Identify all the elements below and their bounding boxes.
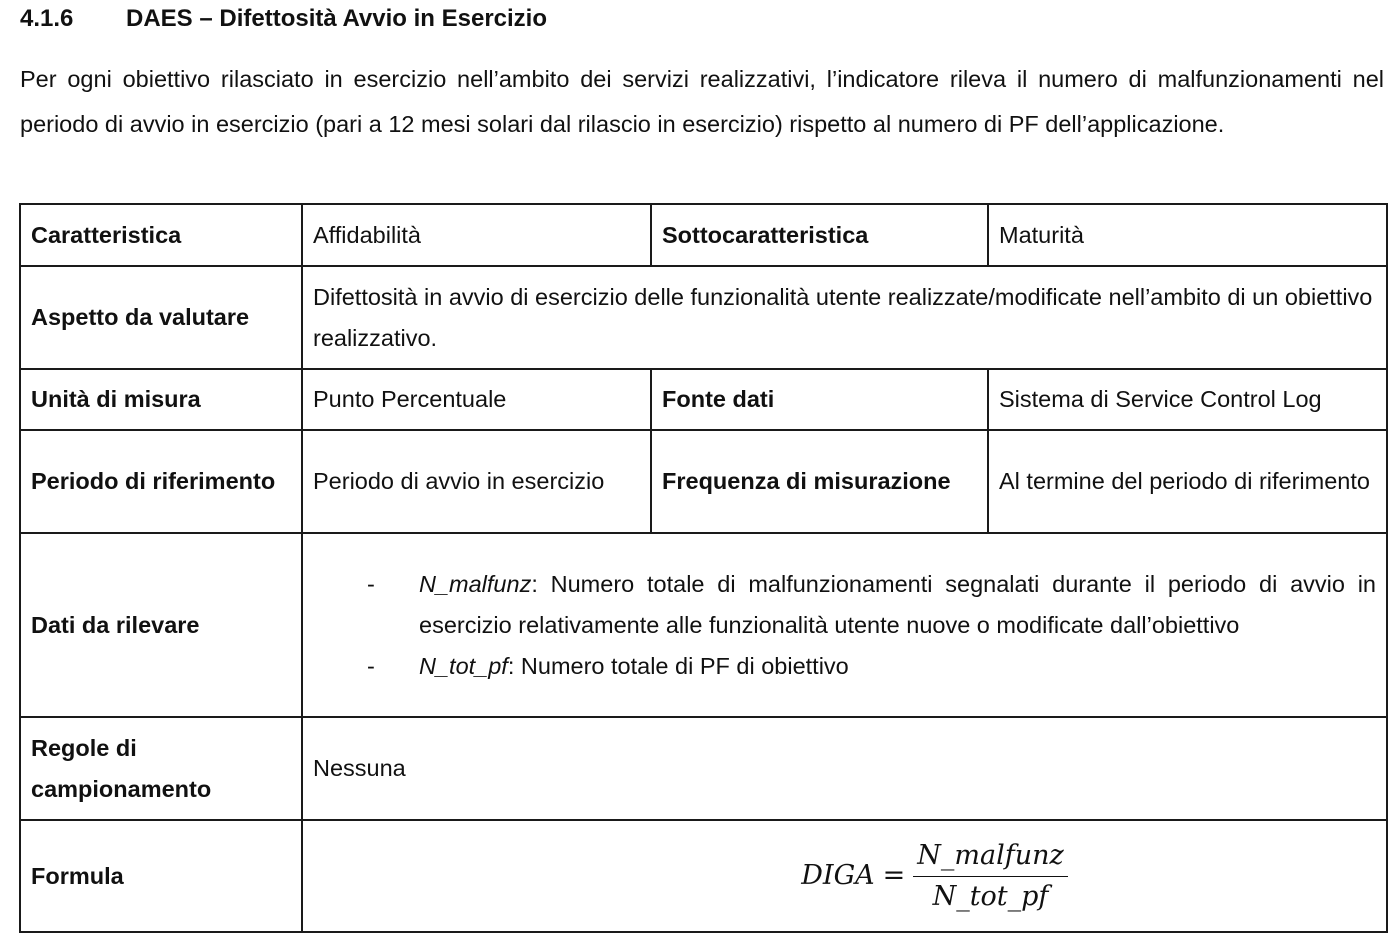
frequenza-value: Al termine del periodo di riferimento — [988, 430, 1387, 533]
formula-fraction — [913, 838, 1067, 915]
table-row — [20, 717, 1387, 820]
table-row — [20, 533, 1387, 717]
indicator-table — [19, 203, 1388, 933]
unita-label: Unità di misura — [20, 369, 302, 430]
dati-label: Dati da rilevare — [20, 533, 302, 717]
list-item — [367, 564, 1376, 646]
fonte-dati-value: Sistema di Service Control Log — [988, 369, 1387, 430]
intro-paragraph: Per ogni obiettivo rilasciato in esercizio nell’ambito dei servizi realizzativi, l’indicatore rileva il numero di malfunzionamenti nel periodo di avvio in esercizio (pari a 12 mesi solari dal rilascio in esercizio) rispetto al numero di PF dell’applicazione. — [20, 66, 1384, 137]
formula-denominator: N_tot_pf — [932, 880, 1049, 912]
regole-label: Regole di campionamento — [20, 717, 302, 820]
caratteristica-label: Caratteristica — [20, 204, 302, 266]
aspetto-label: Aspetto da valutare — [20, 266, 302, 369]
table-row — [20, 430, 1387, 533]
formula-numerator: N_malfunz — [913, 838, 1067, 877]
list-bullet: - — [367, 652, 375, 679]
variable-name: N_malfunz — [419, 570, 532, 597]
formula-label: Formula — [20, 820, 302, 932]
table-row — [20, 820, 1387, 932]
aspetto-value: Difettosità in avvio di esercizio delle funzionalità utente realizzate/modificate nell’ambito di un obiettivo realizzativo. — [302, 266, 1387, 369]
variable-name: N_tot_pf — [419, 652, 508, 679]
table-row — [20, 204, 1387, 266]
section-number: 4.1.6 — [20, 5, 74, 32]
dati-cell — [302, 533, 1387, 717]
table-row — [20, 266, 1387, 369]
formula-equals: = — [882, 860, 906, 891]
fonte-dati-label: Fonte dati — [651, 369, 988, 430]
unita-value: Punto Percentuale — [302, 369, 651, 430]
formula-expression — [801, 838, 1067, 915]
list-item — [367, 646, 1376, 687]
list-bullet: - — [367, 570, 375, 597]
formula-lhs: DIGA — [801, 860, 875, 891]
dati-list — [313, 556, 1376, 695]
variable-description: : Numero totale di malfunzionamenti segnalati durante il periodo di avvio in esercizio relativamente alle funzionalità utente nuove o modificate dall’obiettivo — [419, 570, 1376, 638]
regole-value: Nessuna — [302, 717, 1387, 820]
periodo-label: Periodo di riferimento — [20, 430, 302, 533]
section-title: DAES – Difettosità Avvio in Esercizio — [126, 5, 547, 32]
variable-description: : Numero totale di PF di obiettivo — [507, 652, 849, 679]
table-row — [20, 369, 1387, 430]
section-heading — [20, 2, 547, 36]
sottocaratteristica-label: Sottocaratteristica — [651, 204, 988, 266]
caratteristica-value: Affidabilità — [302, 204, 651, 266]
sottocaratteristica-value: Maturità — [988, 204, 1387, 266]
periodo-value: Periodo di avvio in esercizio — [302, 430, 651, 533]
formula-cell — [302, 820, 1387, 932]
frequenza-label: Frequenza di misurazione — [651, 430, 988, 533]
